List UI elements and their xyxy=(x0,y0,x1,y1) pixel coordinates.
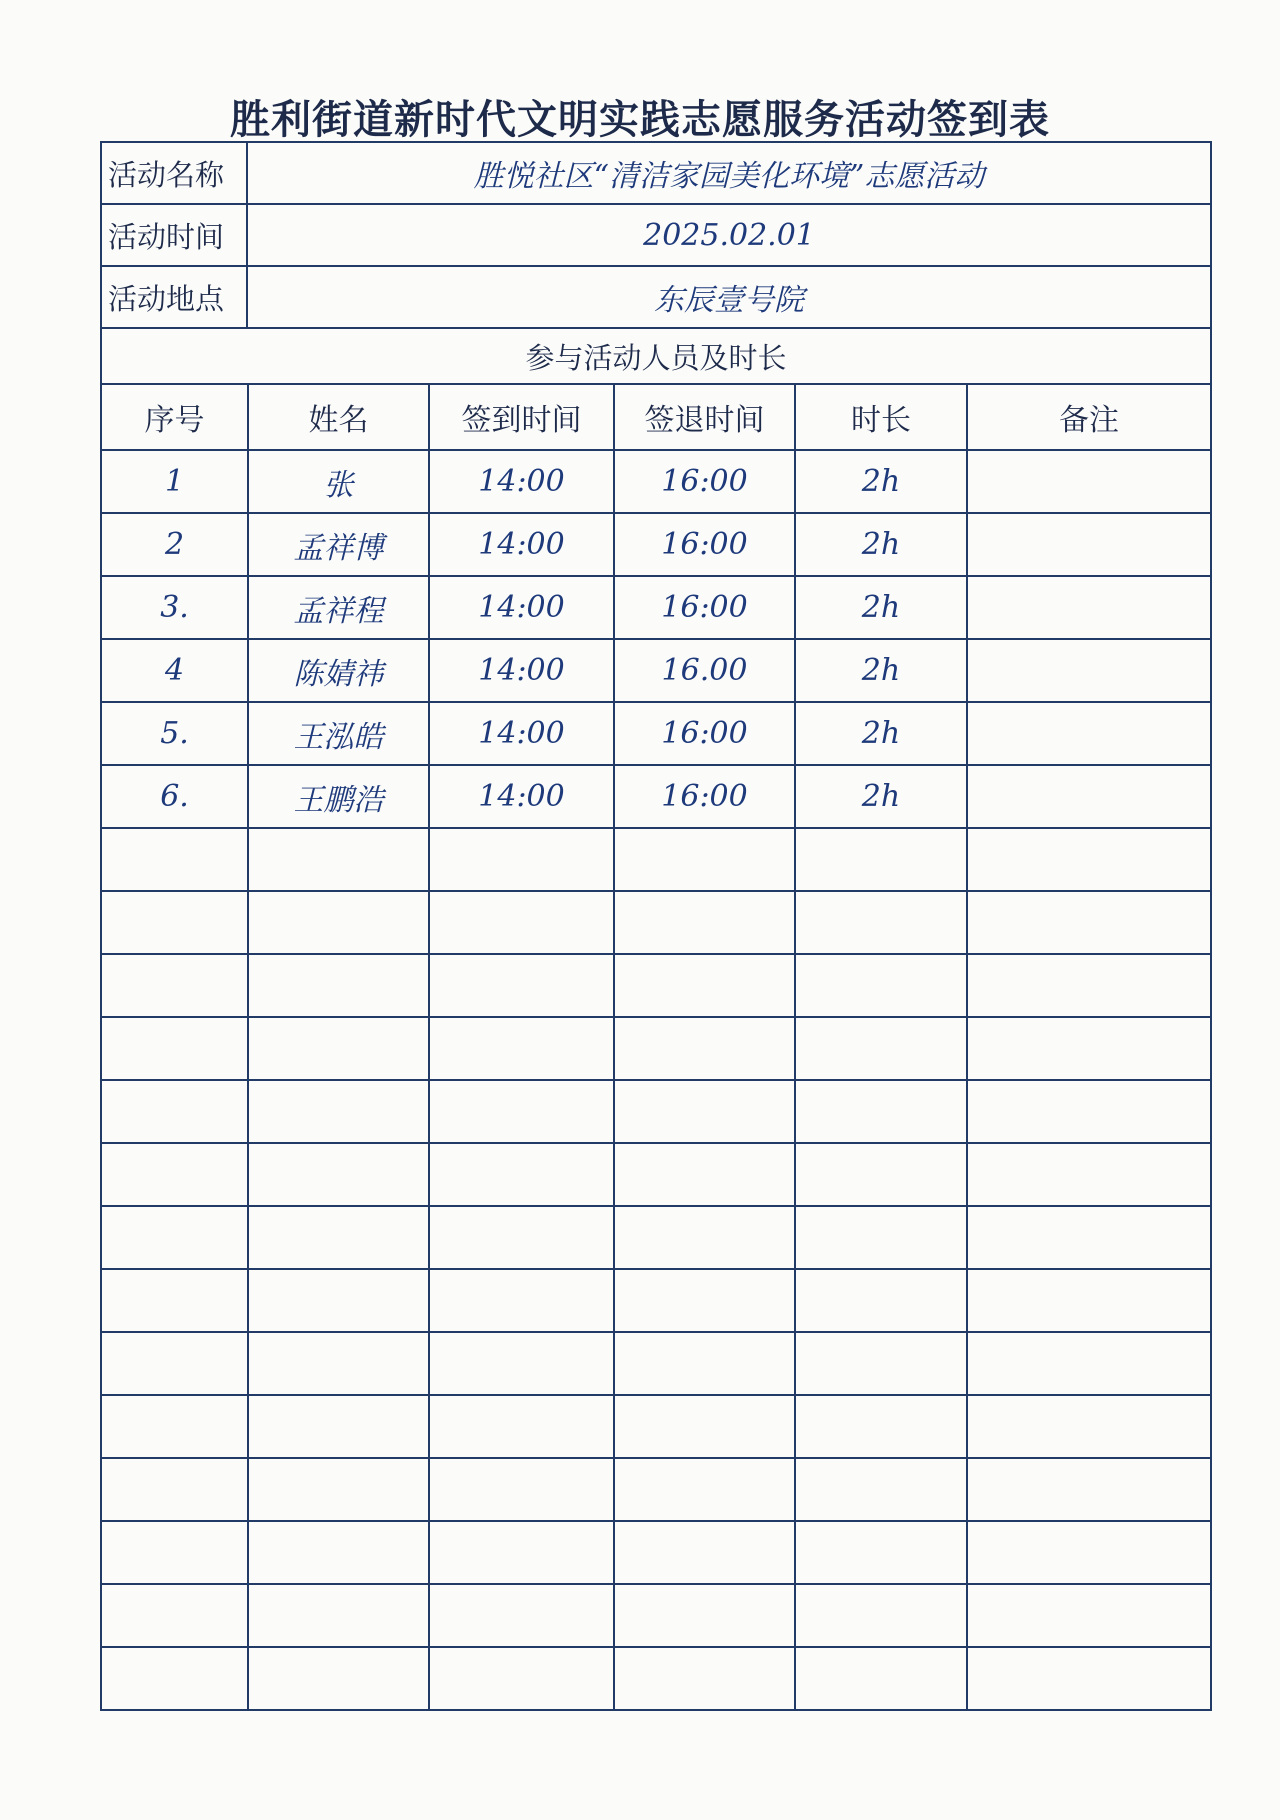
table-row xyxy=(102,1017,1210,1080)
cell-index xyxy=(102,828,248,891)
header-duration: 时长 xyxy=(795,385,967,450)
activity-place-label: 活动地点 xyxy=(102,267,248,327)
table-row xyxy=(102,1584,1210,1647)
cell-index xyxy=(102,1584,248,1647)
cell-sign-in-time: 14:00 xyxy=(429,513,614,576)
cell-sign-in-time: 14:00 xyxy=(429,765,614,828)
table-row xyxy=(102,1395,1210,1458)
cell-sign-in-time xyxy=(429,1269,614,1332)
cell-index xyxy=(102,1647,248,1709)
cell-remarks xyxy=(967,1395,1210,1458)
cell-name xyxy=(248,1206,429,1269)
header-sign-out-time: 签退时间 xyxy=(614,385,795,450)
cell-name xyxy=(248,891,429,954)
cell-duration: 2h xyxy=(795,576,967,639)
cell-index: 3. xyxy=(102,576,248,639)
cell-duration xyxy=(795,1143,967,1206)
cell-sign-in-time xyxy=(429,1521,614,1584)
cell-index xyxy=(102,1521,248,1584)
cell-remarks xyxy=(967,1080,1210,1143)
cell-remarks xyxy=(967,891,1210,954)
activity-name-value: 胜悦社区“清洁家园美化环境”志愿活动 xyxy=(473,159,985,194)
table-row xyxy=(102,954,1210,1017)
cell-index xyxy=(102,1458,248,1521)
cell-sign-in-time xyxy=(429,1584,614,1647)
table-row xyxy=(102,576,1210,639)
cell-sign-out-time xyxy=(614,1647,795,1709)
cell-index xyxy=(102,1332,248,1395)
table-row xyxy=(102,639,1210,702)
cell-remarks xyxy=(967,1206,1210,1269)
table-row xyxy=(102,891,1210,954)
cell-remarks xyxy=(967,702,1210,765)
cell-sign-in-time xyxy=(429,828,614,891)
cell-sign-in-time xyxy=(429,1143,614,1206)
cell-sign-in-time: 14:00 xyxy=(429,576,614,639)
cell-duration xyxy=(795,1206,967,1269)
table-row xyxy=(102,1332,1210,1395)
cell-index xyxy=(102,1269,248,1332)
cell-duration: 2h xyxy=(795,702,967,765)
cell-duration xyxy=(795,954,967,1017)
cell-index xyxy=(102,891,248,954)
cell-sign-out-time: 16:00 xyxy=(614,576,795,639)
cell-sign-out-time: 16.00 xyxy=(614,639,795,702)
activity-time-label: 活动时间 xyxy=(102,205,248,265)
cell-sign-out-time xyxy=(614,1206,795,1269)
participants-table xyxy=(102,385,1210,1709)
cell-index: 1 xyxy=(102,450,248,513)
cell-remarks xyxy=(967,639,1210,702)
table-row xyxy=(102,1521,1210,1584)
cell-sign-in-time xyxy=(429,1647,614,1709)
table-row xyxy=(102,1647,1210,1709)
cell-name xyxy=(248,1458,429,1521)
cell-sign-in-time: 14:00 xyxy=(429,702,614,765)
cell-duration: 2h xyxy=(795,639,967,702)
cell-sign-in-time xyxy=(429,891,614,954)
participants-section-title: 参与活动人员及时长 xyxy=(102,329,1210,385)
cell-duration xyxy=(795,1269,967,1332)
table-row xyxy=(102,1269,1210,1332)
cell-duration xyxy=(795,1395,967,1458)
cell-sign-out-time xyxy=(614,1521,795,1584)
cell-sign-out-time: 16:00 xyxy=(614,702,795,765)
cell-duration xyxy=(795,1017,967,1080)
cell-name: 王泓皓 xyxy=(248,702,429,765)
cell-remarks xyxy=(967,450,1210,513)
activity-place-row xyxy=(102,267,1210,329)
header-sign-in-time: 签到时间 xyxy=(429,385,614,450)
cell-remarks xyxy=(967,1017,1210,1080)
cell-sign-out-time xyxy=(614,1584,795,1647)
activity-time-value: 2025.02.01 xyxy=(643,217,815,253)
table-row xyxy=(102,765,1210,828)
cell-sign-in-time xyxy=(429,1206,614,1269)
cell-duration: 2h xyxy=(795,765,967,828)
cell-duration xyxy=(795,1521,967,1584)
cell-sign-in-time xyxy=(429,1458,614,1521)
cell-name xyxy=(248,1584,429,1647)
cell-name xyxy=(248,1647,429,1709)
cell-index xyxy=(102,1080,248,1143)
cell-index: 5. xyxy=(102,702,248,765)
cell-duration xyxy=(795,1080,967,1143)
cell-sign-out-time xyxy=(614,1269,795,1332)
cell-name: 陈婧祎 xyxy=(248,639,429,702)
cell-index: 6. xyxy=(102,765,248,828)
cell-sign-in-time xyxy=(429,954,614,1017)
table-row xyxy=(102,450,1210,513)
cell-sign-in-time: 14:00 xyxy=(429,639,614,702)
activity-name-row xyxy=(102,143,1210,205)
cell-sign-in-time xyxy=(429,1332,614,1395)
cell-sign-out-time xyxy=(614,828,795,891)
header-index: 序号 xyxy=(102,385,248,450)
cell-sign-out-time xyxy=(614,1458,795,1521)
sign-in-form xyxy=(100,141,1212,1711)
cell-remarks xyxy=(967,513,1210,576)
cell-sign-out-time xyxy=(614,891,795,954)
cell-name xyxy=(248,1269,429,1332)
cell-sign-out-time xyxy=(614,1080,795,1143)
cell-remarks xyxy=(967,765,1210,828)
cell-name xyxy=(248,1521,429,1584)
cell-index xyxy=(102,1395,248,1458)
cell-duration xyxy=(795,891,967,954)
cell-sign-out-time xyxy=(614,954,795,1017)
cell-index: 4 xyxy=(102,639,248,702)
table-row xyxy=(102,1458,1210,1521)
cell-remarks xyxy=(967,828,1210,891)
cell-remarks xyxy=(967,1143,1210,1206)
cell-sign-in-time xyxy=(429,1395,614,1458)
cell-name xyxy=(248,954,429,1017)
cell-name: 张 xyxy=(248,450,429,513)
cell-sign-out-time xyxy=(614,1332,795,1395)
cell-remarks xyxy=(967,1647,1210,1709)
cell-sign-in-time: 14:00 xyxy=(429,450,614,513)
cell-name xyxy=(248,828,429,891)
cell-sign-out-time: 16:00 xyxy=(614,513,795,576)
cell-sign-out-time xyxy=(614,1143,795,1206)
table-row xyxy=(102,1206,1210,1269)
cell-index xyxy=(102,954,248,1017)
cell-sign-in-time xyxy=(429,1017,614,1080)
cell-duration: 2h xyxy=(795,450,967,513)
activity-place-value: 东辰壹号院 xyxy=(654,283,804,318)
table-row xyxy=(102,513,1210,576)
cell-duration xyxy=(795,1332,967,1395)
cell-sign-out-time: 16:00 xyxy=(614,450,795,513)
cell-remarks xyxy=(967,954,1210,1017)
table-row xyxy=(102,1143,1210,1206)
cell-index xyxy=(102,1143,248,1206)
cell-name: 孟祥程 xyxy=(248,576,429,639)
cell-name xyxy=(248,1080,429,1143)
cell-remarks xyxy=(967,1332,1210,1395)
cell-remarks xyxy=(967,1458,1210,1521)
cell-duration xyxy=(795,828,967,891)
table-row xyxy=(102,702,1210,765)
activity-time-row xyxy=(102,205,1210,267)
cell-index xyxy=(102,1017,248,1080)
cell-name xyxy=(248,1143,429,1206)
cell-sign-out-time xyxy=(614,1395,795,1458)
cell-sign-out-time xyxy=(614,1017,795,1080)
cell-duration xyxy=(795,1584,967,1647)
cell-remarks xyxy=(967,576,1210,639)
cell-name: 王鹏浩 xyxy=(248,765,429,828)
header-remarks: 备注 xyxy=(967,385,1210,450)
cell-remarks xyxy=(967,1521,1210,1584)
cell-index: 2 xyxy=(102,513,248,576)
table-header-row xyxy=(102,385,1210,450)
page-title: 胜利街道新时代文明实践志愿服务活动签到表 xyxy=(230,97,1050,143)
cell-sign-out-time: 16:00 xyxy=(614,765,795,828)
cell-duration: 2h xyxy=(795,513,967,576)
cell-sign-in-time xyxy=(429,1080,614,1143)
cell-index xyxy=(102,1206,248,1269)
cell-name xyxy=(248,1395,429,1458)
table-row xyxy=(102,1080,1210,1143)
cell-remarks xyxy=(967,1584,1210,1647)
header-name: 姓名 xyxy=(248,385,429,450)
cell-remarks xyxy=(967,1269,1210,1332)
cell-name xyxy=(248,1332,429,1395)
activity-name-label: 活动名称 xyxy=(102,143,248,203)
cell-duration xyxy=(795,1458,967,1521)
cell-duration xyxy=(795,1647,967,1709)
cell-name xyxy=(248,1017,429,1080)
table-row xyxy=(102,828,1210,891)
cell-name: 孟祥博 xyxy=(248,513,429,576)
